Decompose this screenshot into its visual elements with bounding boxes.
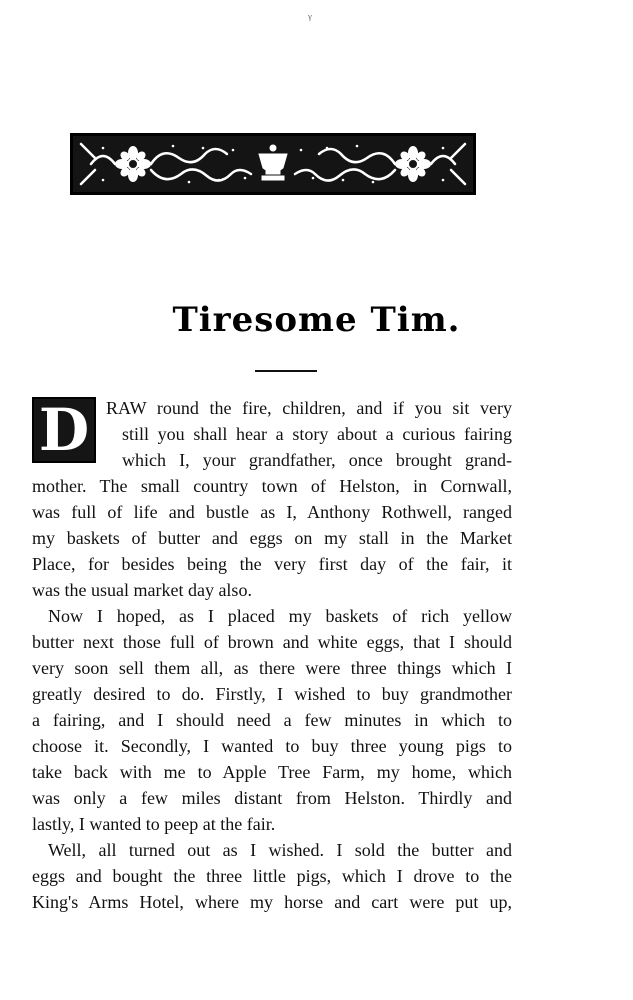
text-line: my baskets of butter and eggs on my stall in the Market: [32, 528, 512, 548]
text-line: choose it. Secondly, I wanted to buy three young pigs to: [32, 736, 512, 756]
text-line: King's Arms Hotel, where my horse and cart were put up,: [32, 892, 512, 912]
text-line: RAW round the fire, children, and if you sit very: [106, 398, 512, 418]
floral-vine-icon: [73, 136, 473, 192]
text-line: butter next those full of brown and white eggs, that I should: [32, 632, 512, 652]
title-rule: [255, 370, 317, 372]
text-line: mother. The small country town of Helston, in Cornwall,: [32, 476, 512, 496]
text-line: greatly desired to do. Firstly, I wished to buy grandmother: [32, 684, 512, 704]
text-line: which I, your grandfather, once brought grand-: [122, 450, 512, 470]
text-line: a fairing, and I should need a few minutes in which to: [32, 710, 512, 730]
text-line: Well, all turned out as I wished. I sold the butter and: [48, 840, 512, 860]
text-line: was the usual market day also.: [32, 580, 252, 600]
text-line: was only a few miles distant from Helston. Thirdly and: [32, 788, 512, 808]
text-line: very soon sell them all, as there were three things which I: [32, 658, 512, 678]
text-line: Now I hoped, as I placed my baskets of rich yellow: [48, 606, 512, 626]
drop-cap: [32, 397, 96, 463]
text-line: eggs and bought the three little pigs, which I drove to the: [32, 866, 512, 886]
drop-cap-letter: D: [38, 396, 90, 464]
text-line: lastly, I wanted to peep at the fair.: [32, 814, 276, 834]
page-title: Tiresome Tim.: [172, 300, 461, 340]
text-line: take back with me to Apple Tree Farm, my home, which: [32, 762, 512, 782]
text-line: Place, for besides being the very first day of the fair, it: [32, 554, 512, 574]
text-line: still you shall hear a story about a curious fairing: [122, 424, 512, 444]
printer-mark: ᵞ: [308, 12, 312, 27]
text-line: was full of life and bustle as I, Anthony Rothwell, ranged: [32, 502, 512, 522]
ornamental-headpiece: [70, 133, 476, 195]
